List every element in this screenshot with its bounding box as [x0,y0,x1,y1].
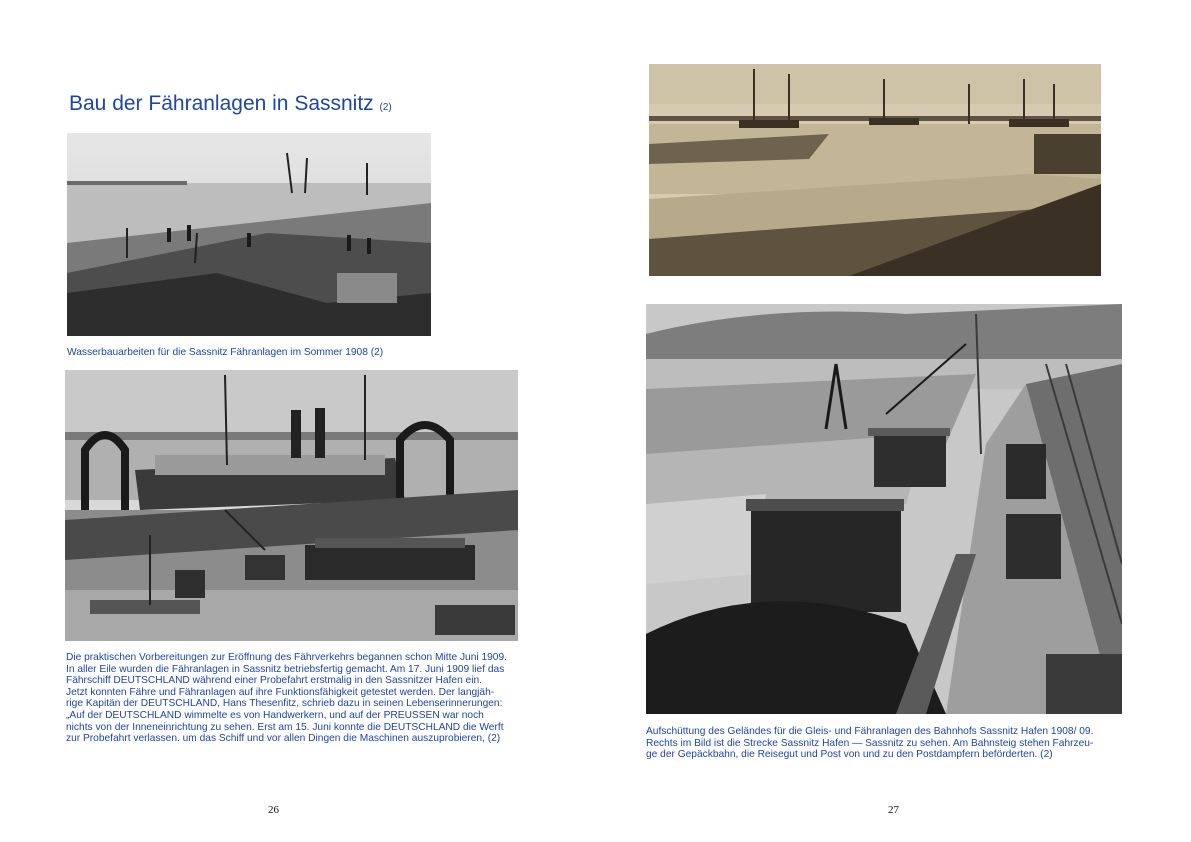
ferry-terminal-caption: Die praktischen Vorbereitungen zur Eröffnung des Fährverkehrs begannen schon Mitte Juni 1909. In aller Eile wurden die Fähranlagen in Sassnitz betriebsfertig gemacht. Am 17. Juni 1909 lief das Fährschiff DEUTSCHLAND während einer Probefahrt erstmalig in den Sassnitzer Hafen ein. Jetzt konnten Fähre und Fähranlagen auf ihre Funktionsfähigkeit getestet werden. Der langjäh- rige Kapitän der DEUTSCHLAND, Hans Thesenfitz, schrieb dazu in seinen Lebenserinnerungen: „Auf der DEUTSCHLAND wimmelte es von Handwerkern, und auf der PREUSSEN war noch nichts von der Inneneinrichtung zu sehen. Erst am 15. Juni konnte die DEUTSCHLAND die Werft zur Probefahrt verlassen. um das Schiff und vor allen Dingen die Maschinen auszuprobieren, (2) [66,652,507,745]
photo-ferry-terminal [65,370,518,641]
page-number-left: 26 [268,804,279,816]
page-title-text: Bau der Fähranlagen in Sassnitz [69,92,374,115]
rail-yard-caption: Aufschüttung des Geländes für die Gleis- und Fähranlagen des Bahnhofs Sassnitz Hafen 1908/ 09. Rechts im Bild ist die Strecke Sassnitz Hafen — Sassnitz zu sehen. Am Bahnsteig stehen Fahrzeu- ge der Gepäckbahn, die Reisegut und Post von und zu den Postdampfern beförderten. (2) [646,726,1094,761]
photo-harbour-construction [67,133,431,336]
page-number-right: 27 [888,804,899,816]
page-title [69,92,392,116]
left-page [0,0,595,842]
photo-harbour-sailing-ships [649,64,1101,276]
photo-harbour-construction-caption: Wasserbauarbeiten für die Sassnitz Fähranlagen im Sommer 1908 (2) [67,347,384,358]
page-title-reference: (2) [379,102,392,113]
photo-rail-yard [646,304,1122,714]
right-page [596,0,1191,842]
